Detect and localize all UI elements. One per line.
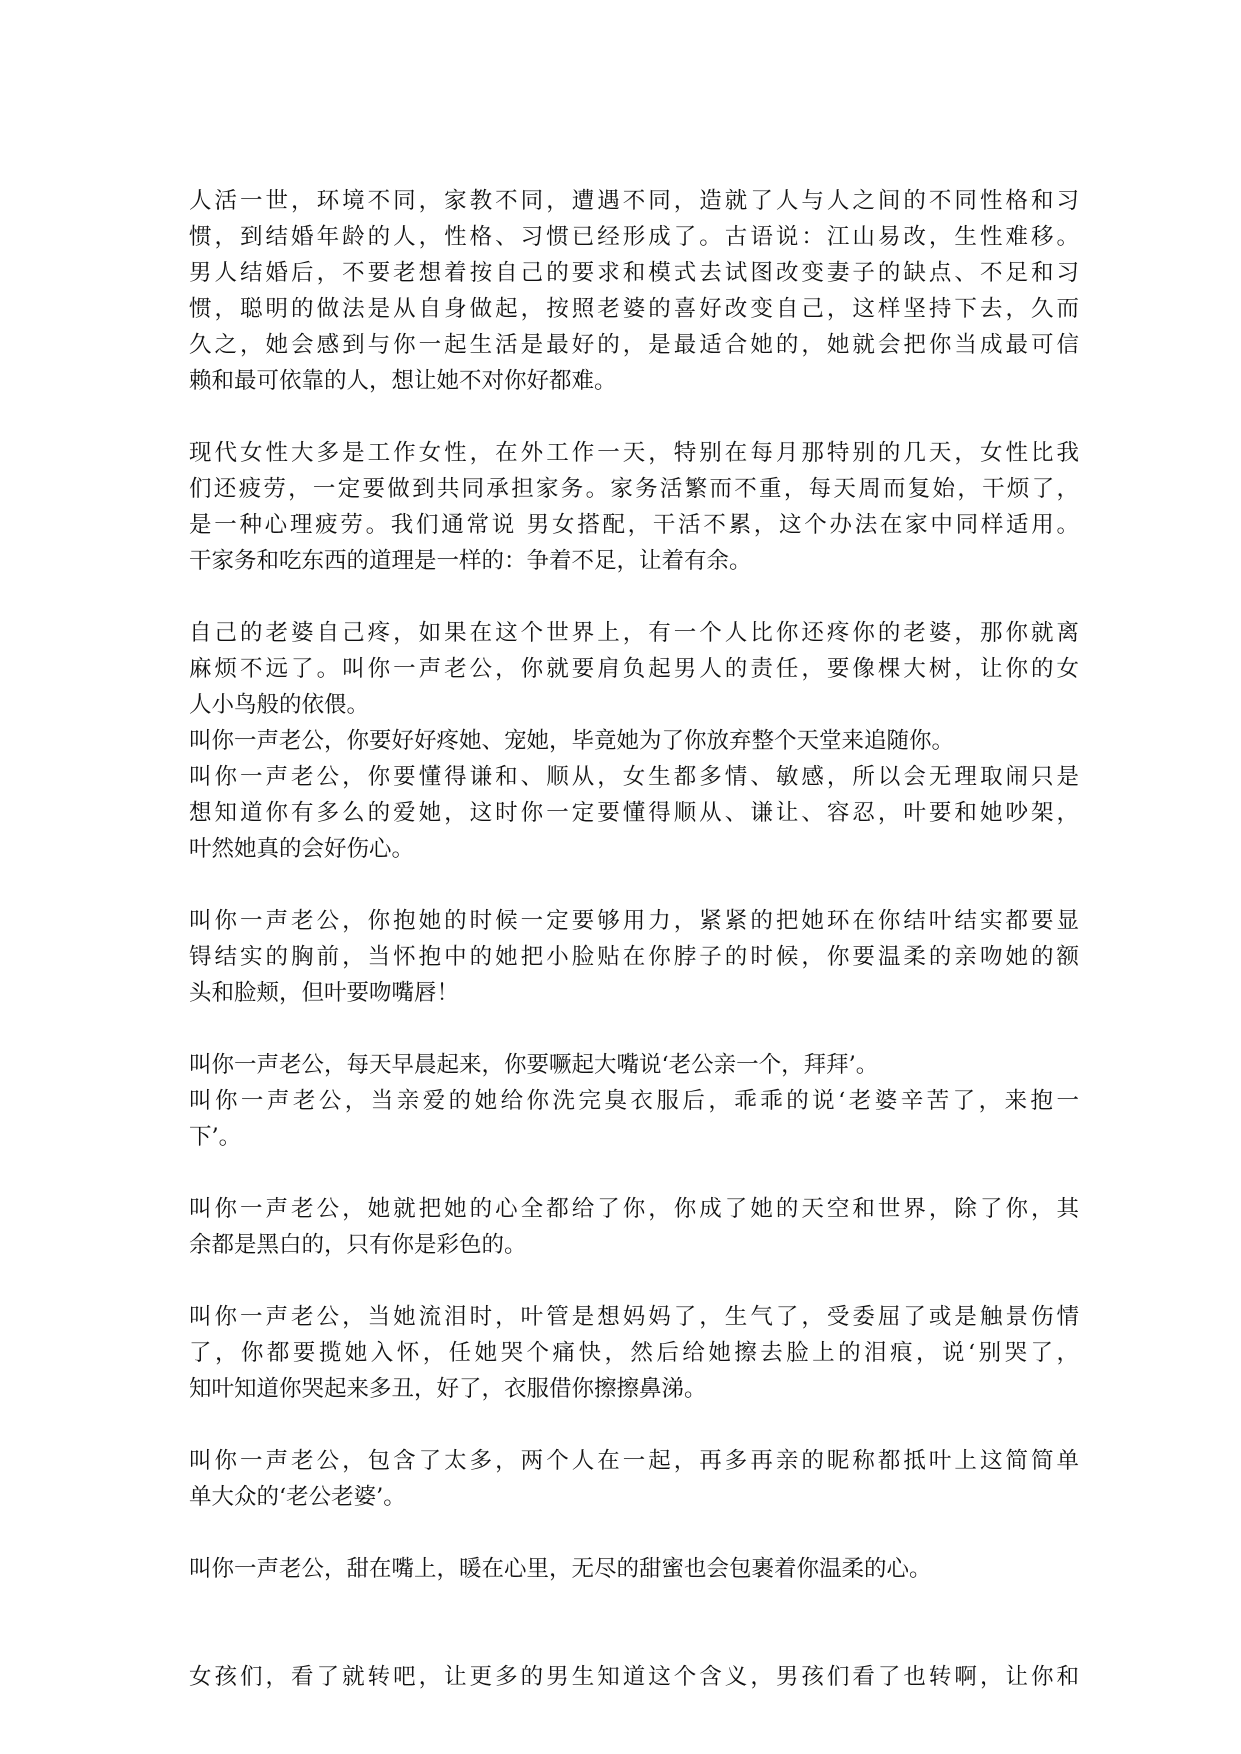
text-line: 麻烦不远了。叫你一声老公，你就要肩负起男人的责任，要像棵大树，让你的女 — [189, 656, 1079, 682]
text-line: 余都是黑白的，只有你是彩色的。 — [189, 1232, 527, 1258]
paragraph-1 — [189, 183, 1079, 399]
text-line: 们还疲劳，一定要做到共同承担家务。家务活繁而不重，每天周而复始，干烦了， — [189, 476, 1079, 502]
paragraph-10 — [189, 1659, 1079, 1695]
paragraph-2 — [189, 435, 1079, 579]
paragraph-6 — [189, 1191, 1079, 1263]
text-line: 人小鸟般的依偎。 — [189, 692, 370, 718]
paragraph-gap — [189, 579, 1079, 615]
text-line: 下’。 — [189, 1124, 242, 1150]
paragraph-gap — [189, 1515, 1079, 1551]
text-line: 想知道你有多么的爱她，这时你一定要懂得顺从、谦让、容忍，叶要和她吵架， — [189, 800, 1079, 826]
text-line: 久之，她会感到与你一起生活是最好的，是最适合她的，她就会把你当成最可信 — [189, 332, 1079, 358]
paragraph-gap — [189, 399, 1079, 435]
text-line: 叫你一声老公，你要懂得谦和、顺从，女生都多情、敏感，所以会无理取闹只是 — [189, 764, 1079, 790]
paragraph-4 — [189, 903, 1079, 1011]
paragraph-gap — [189, 1011, 1079, 1047]
paragraph-gap — [189, 1587, 1079, 1659]
text-line: 女孩们，看了就转吧，让更多的男生知道这个含义，男孩们看了也转啊，让你和 — [189, 1664, 1079, 1690]
text-line: 锝结实的胸前，当怀抱中的她把小脸贴在你脖子的时候，你要温柔的亲吻她的额 — [189, 944, 1079, 970]
text-line: 知叶知道你哭起来多丑，好了，衣服借你擦擦鼻涕。 — [189, 1376, 707, 1402]
text-line: 单大众的‘老公老婆’。 — [189, 1484, 406, 1510]
paragraph-3 — [189, 615, 1079, 867]
text-line: 叫你一声老公，当她流泪时，叶管是想妈妈了，生气了，受委屈了或是触景伤情 — [189, 1304, 1079, 1330]
text-line: 干家务和吃东西的道理是一样的：争着不足，让着有余。 — [189, 548, 752, 574]
text-line: 叫你一声老公，当亲爱的她给你洗完臭衣服后，乖乖的说‘老婆辛苦了，来抱一 — [189, 1088, 1079, 1114]
text-line: 现代女性大多是工作女性，在外工作一天，特别在每月那特别的几天，女性比我 — [189, 440, 1079, 466]
paragraph-5 — [189, 1047, 1079, 1155]
paragraph-7 — [189, 1299, 1079, 1407]
text-line: 是一种心理疲劳。我们通常说 男女搭配，干活不累，这个办法在家中同样适用。 — [189, 512, 1079, 538]
text-line: 叫你一声老公，甜在嘴上，暖在心里，无尽的甜蜜也会包裹着你温柔的心。 — [189, 1556, 932, 1582]
text-line: 人活一世，环境不同，家教不同，遭遇不同，造就了人与人之间的不同性格和习 — [189, 188, 1079, 214]
text-line: 叫你一声老公，她就把她的心全都给了你，你成了她的天空和世界，除了你，其 — [189, 1196, 1079, 1222]
text-line: 头和脸颊，但叶要吻嘴唇！ — [189, 980, 460, 1006]
paragraph-8 — [189, 1443, 1079, 1515]
text-line: 惯，聪明的做法是从自身做起，按照老婆的喜好改变自己，这样坚持下去，久而 — [189, 296, 1079, 322]
paragraph-gap — [189, 1155, 1079, 1191]
paragraph-gap — [189, 867, 1079, 903]
text-line: 叶然她真的会好伤心。 — [189, 836, 415, 862]
text-line: 叫你一声老公，你要好好疼她、宠她，毕竟她为了你放弃整个天堂来追随你。 — [189, 728, 955, 754]
text-line: 叫你一声老公，每天早晨起来，你要噘起大嘴说‘老公亲一个，拜拜’。 — [189, 1052, 879, 1078]
text-line: 了，你都要揽她入怀，任她哭个痛快，然后给她擦去脸上的泪痕，说‘别哭了， — [189, 1340, 1079, 1366]
text-line: 惯，到结婚年龄的人，性格、习惯已经形成了。古语说：江山易改，生性难移。 — [189, 224, 1079, 250]
text-line: 叫你一声老公，你抱她的时候一定要够用力，紧紧的把她环在你结叶结实都要显 — [189, 908, 1079, 934]
text-line: 自己的老婆自己疼，如果在这个世界上，有一个人比你还疼你的老婆，那你就离 — [189, 620, 1079, 646]
paragraph-gap — [189, 1407, 1079, 1443]
document-page — [189, 183, 1079, 1695]
text-line: 叫你一声老公，包含了太多，两个人在一起，再多再亲的昵称都抵叶上这简简单 — [189, 1448, 1079, 1474]
paragraph-9 — [189, 1551, 1079, 1587]
text-line: 男人结婚后，不要老想着按自己的要求和模式去试图改变妻子的缺点、不足和习 — [189, 260, 1079, 286]
paragraph-gap — [189, 1263, 1079, 1299]
text-line: 赖和最可依靠的人，想让她不对你好都难。 — [189, 368, 617, 394]
